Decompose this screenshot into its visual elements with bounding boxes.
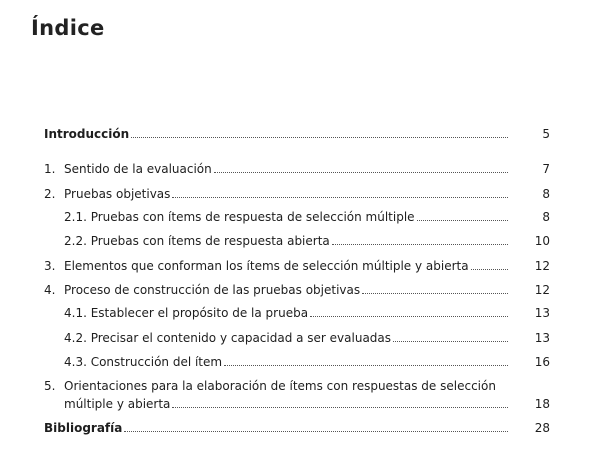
toc-entry-4-3[interactable]: [44, 354, 550, 370]
dot-leader: [310, 316, 508, 317]
toc-entry-title: Introducción: [44, 127, 130, 141]
dot-leader: [214, 172, 508, 173]
toc-entry-number: 1.: [44, 162, 56, 176]
dot-leader: [172, 197, 508, 198]
toc-entry-title: Bibliografía: [44, 421, 123, 435]
dot-leader: [124, 431, 508, 432]
toc-page-number: 7: [542, 162, 550, 176]
toc-page-number: 8: [542, 187, 550, 201]
toc-page-number: 10: [534, 234, 550, 248]
toc-entry-2-1[interactable]: [44, 209, 550, 225]
toc-entry-title: Sentido de la evaluación: [64, 162, 212, 176]
toc-entry-4-2[interactable]: [44, 330, 550, 346]
toc-entry-number: 3.: [44, 259, 56, 273]
page-title: Índice: [31, 16, 105, 40]
toc-entry-title: 2.1. Pruebas con ítems de respuesta de selección múltiple: [64, 210, 415, 224]
toc-page-number: 13: [534, 306, 550, 320]
toc-page-number: 8: [542, 210, 550, 224]
toc-entry-title: 4.1. Establecer el propósito de la prueba: [64, 306, 309, 320]
toc-entry-title: Proceso de construcción de las pruebas objetivas: [64, 283, 361, 297]
toc-entry-4-1[interactable]: [44, 305, 550, 321]
toc-entry-bibliografia[interactable]: [44, 420, 550, 436]
toc-entry-title-line2: múltiple y abierta: [64, 397, 171, 411]
toc-entry-2-2[interactable]: [44, 233, 550, 249]
toc-entry-orientaciones[interactable]: [44, 378, 550, 412]
toc-page-number: 12: [534, 259, 550, 273]
toc-entry-number: 5.: [44, 379, 56, 393]
toc-entry-proceso[interactable]: [44, 282, 550, 298]
toc-entry-sentido[interactable]: [44, 161, 550, 177]
dot-leader: [131, 137, 508, 138]
toc-entry-number: 2.: [44, 187, 56, 201]
dot-leader: [224, 365, 508, 366]
toc-page-number: 18: [534, 397, 550, 411]
toc-entry-title: 2.2. Pruebas con ítems de respuesta abierta: [64, 234, 330, 248]
toc-entry-title: 4.3. Construcción del ítem: [64, 355, 223, 369]
toc-entry-introduccion[interactable]: [44, 126, 550, 142]
toc-entry-title: Pruebas objetivas: [64, 187, 171, 201]
toc-entry-number: 4.: [44, 283, 56, 297]
toc-page-number: 28: [534, 421, 550, 435]
dot-leader: [362, 293, 508, 294]
dot-leader: [393, 341, 508, 342]
toc-page-number: 16: [534, 355, 550, 369]
toc-page-number: 12: [534, 283, 550, 297]
toc-entry-pruebas-objetivas[interactable]: [44, 186, 550, 202]
toc-entry-elementos[interactable]: [44, 258, 550, 274]
dot-leader: [471, 269, 508, 270]
toc-entry-title-line1: Orientaciones para la elaboración de ítems con respuestas de selección: [64, 379, 496, 393]
toc-entry-title: Elementos que conforman los ítems de selección múltiple y abierta: [64, 259, 469, 273]
toc-page-number: 13: [534, 331, 550, 345]
toc-entry-title: 4.2. Precisar el contenido y capacidad a ser evaluadas: [64, 331, 392, 345]
dot-leader: [332, 244, 508, 245]
dot-leader: [417, 220, 508, 221]
dot-leader: [172, 407, 508, 408]
toc-page-number: 5: [542, 127, 550, 141]
